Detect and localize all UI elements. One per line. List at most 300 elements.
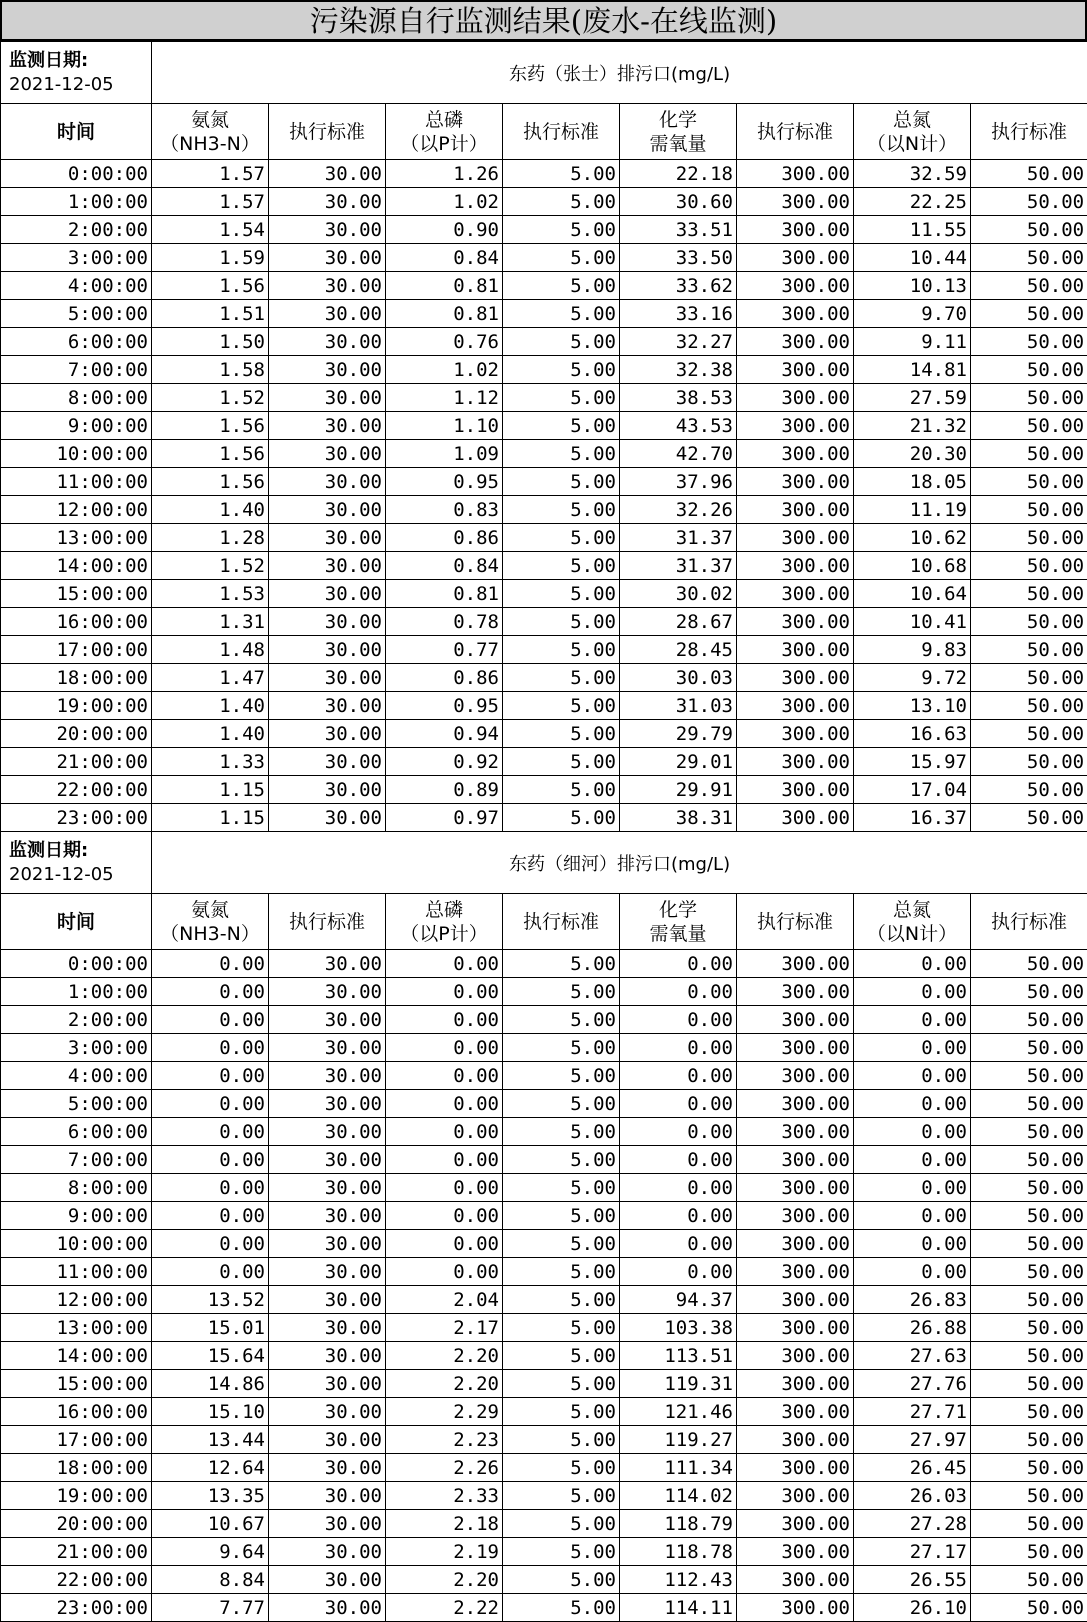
cell-nitrogen-standard: 50.00 (971, 1594, 1087, 1622)
cell-ammonia-nitrogen: 0.00 (152, 1006, 269, 1034)
cell-cod-standard: 300.00 (737, 412, 854, 440)
cell-cod: 103.38 (620, 1314, 737, 1342)
table-row (1, 244, 1087, 272)
cell-nitrogen-standard: 50.00 (971, 1538, 1087, 1566)
cell-total-phosphorus: 2.04 (386, 1286, 503, 1314)
cell-time: 19:00:00 (1, 692, 152, 720)
cell-phosphorus-standard: 5.00 (503, 1286, 620, 1314)
header-line: 总氮 (854, 108, 970, 132)
table-row (1, 216, 1087, 244)
cell-time: 18:00:00 (1, 1454, 152, 1482)
cell-cod-standard: 300.00 (737, 356, 854, 384)
cell-total-phosphorus: 0.00 (386, 1230, 503, 1258)
cell-ammonia-standard: 30.00 (269, 1566, 386, 1594)
cell-phosphorus-standard: 5.00 (503, 1594, 620, 1622)
cell-phosphorus-standard: 5.00 (503, 1482, 620, 1510)
cell-nitrogen-standard: 50.00 (971, 552, 1087, 580)
cell-nitrogen-standard: 50.00 (971, 272, 1087, 300)
table-row (1, 1090, 1087, 1118)
cell-total-nitrogen: 0.00 (854, 1090, 971, 1118)
header-line: 执行标准 (269, 120, 385, 144)
cell-ammonia-standard: 30.00 (269, 1286, 386, 1314)
cell-cod-standard: 300.00 (737, 300, 854, 328)
cell-cod-standard: 300.00 (737, 580, 854, 608)
cell-ammonia-standard: 30.00 (269, 608, 386, 636)
header-line: 执行标准 (503, 120, 619, 144)
table-row (1, 1370, 1087, 1398)
cell-ammonia-standard: 30.00 (269, 776, 386, 804)
cell-nitrogen-standard: 50.00 (971, 1426, 1087, 1454)
cell-phosphorus-standard: 5.00 (503, 1342, 620, 1370)
cell-time: 19:00:00 (1, 1482, 152, 1510)
cell-total-phosphorus: 0.86 (386, 664, 503, 692)
cell-time: 4:00:00 (1, 1062, 152, 1090)
cell-cod-standard: 300.00 (737, 636, 854, 664)
cell-ammonia-standard: 30.00 (269, 1314, 386, 1342)
cell-total-nitrogen: 10.64 (854, 580, 971, 608)
cell-total-phosphorus: 0.00 (386, 1034, 503, 1062)
cell-phosphorus-standard: 5.00 (503, 776, 620, 804)
cell-phosphorus-standard: 5.00 (503, 216, 620, 244)
cell-ammonia-standard: 30.00 (269, 188, 386, 216)
table-row (1, 1118, 1087, 1146)
cell-total-phosphorus: 0.00 (386, 1202, 503, 1230)
table-row (1, 1202, 1087, 1230)
cell-nitrogen-standard: 50.00 (971, 1118, 1087, 1146)
header-line: 时间 (1, 910, 151, 934)
cell-cod: 28.45 (620, 636, 737, 664)
cell-phosphorus-standard: 5.00 (503, 244, 620, 272)
cell-total-phosphorus: 0.92 (386, 748, 503, 776)
table-row (1, 748, 1087, 776)
cell-cod-standard: 300.00 (737, 384, 854, 412)
cell-total-phosphorus: 2.20 (386, 1566, 503, 1594)
cell-total-phosphorus: 2.33 (386, 1482, 503, 1510)
cell-ammonia-nitrogen: 1.15 (152, 776, 269, 804)
cell-ammonia-standard: 30.00 (269, 524, 386, 552)
cell-total-nitrogen: 26.88 (854, 1314, 971, 1342)
header-nitrogen-standard (971, 894, 1087, 950)
cell-nitrogen-standard: 50.00 (971, 1034, 1087, 1062)
cell-cod: 0.00 (620, 1230, 737, 1258)
cell-phosphorus-standard: 5.00 (503, 496, 620, 524)
cell-ammonia-nitrogen: 1.47 (152, 664, 269, 692)
cell-total-phosphorus: 0.77 (386, 636, 503, 664)
cell-time: 4:00:00 (1, 272, 152, 300)
cell-time: 16:00:00 (1, 1398, 152, 1426)
cell-phosphorus-standard: 5.00 (503, 384, 620, 412)
header-line: （以P计） (386, 132, 502, 156)
cell-total-phosphorus: 0.78 (386, 608, 503, 636)
cell-cod: 37.96 (620, 468, 737, 496)
table-row (1, 1230, 1087, 1258)
cell-ammonia-standard: 30.00 (269, 1426, 386, 1454)
cell-total-phosphorus: 0.86 (386, 524, 503, 552)
cell-phosphorus-standard: 5.00 (503, 300, 620, 328)
cell-total-nitrogen: 0.00 (854, 1230, 971, 1258)
table-row (1, 1454, 1087, 1482)
header-line: 总磷 (386, 108, 502, 132)
header-line: 执行标准 (269, 910, 385, 934)
cell-cod-standard: 300.00 (737, 692, 854, 720)
table-row (1, 160, 1087, 188)
table-row (1, 272, 1087, 300)
cell-total-phosphorus: 2.29 (386, 1398, 503, 1426)
cell-time: 21:00:00 (1, 748, 152, 776)
cell-phosphorus-standard: 5.00 (503, 1370, 620, 1398)
cell-total-nitrogen: 10.62 (854, 524, 971, 552)
cell-cod: 33.50 (620, 244, 737, 272)
cell-ammonia-standard: 30.00 (269, 1090, 386, 1118)
cell-phosphorus-standard: 5.00 (503, 1426, 620, 1454)
cell-time: 7:00:00 (1, 1146, 152, 1174)
table-row (1, 978, 1087, 1006)
table-row (1, 692, 1087, 720)
cell-time: 12:00:00 (1, 1286, 152, 1314)
cell-cod: 119.31 (620, 1370, 737, 1398)
cell-total-phosphorus: 0.81 (386, 300, 503, 328)
cell-cod: 0.00 (620, 1202, 737, 1230)
table-row (1, 636, 1087, 664)
cell-time: 18:00:00 (1, 664, 152, 692)
cell-cod: 33.62 (620, 272, 737, 300)
table-row (1, 1174, 1087, 1202)
cell-cod-standard: 300.00 (737, 1314, 854, 1342)
cell-cod-standard: 300.00 (737, 1258, 854, 1286)
cell-cod: 29.01 (620, 748, 737, 776)
cell-ammonia-nitrogen: 15.64 (152, 1342, 269, 1370)
cell-ammonia-nitrogen: 15.10 (152, 1398, 269, 1426)
cell-cod-standard: 300.00 (737, 804, 854, 832)
cell-phosphorus-standard: 5.00 (503, 1118, 620, 1146)
cell-total-phosphorus: 0.95 (386, 468, 503, 496)
cell-total-nitrogen: 27.63 (854, 1342, 971, 1370)
cell-cod-standard: 300.00 (737, 950, 854, 978)
table-row (1, 1034, 1087, 1062)
section-info-row (1, 832, 1087, 894)
cell-ammonia-standard: 30.00 (269, 216, 386, 244)
cell-cod-standard: 300.00 (737, 664, 854, 692)
cell-time: 5:00:00 (1, 300, 152, 328)
cell-total-phosphorus: 2.26 (386, 1454, 503, 1482)
cell-nitrogen-standard: 50.00 (971, 776, 1087, 804)
header-line: 化学 (620, 108, 736, 132)
cell-ammonia-standard: 30.00 (269, 496, 386, 524)
cell-nitrogen-standard: 50.00 (971, 1258, 1087, 1286)
cell-total-phosphorus: 0.00 (386, 1006, 503, 1034)
cell-phosphorus-standard: 5.00 (503, 664, 620, 692)
header-total-nitrogen (854, 894, 971, 950)
cell-total-phosphorus: 0.84 (386, 244, 503, 272)
cell-cod: 42.70 (620, 440, 737, 468)
cell-cod: 0.00 (620, 1062, 737, 1090)
cell-nitrogen-standard: 50.00 (971, 748, 1087, 776)
section-info-row (1, 42, 1087, 104)
cell-cod-standard: 300.00 (737, 1566, 854, 1594)
cell-time: 2:00:00 (1, 1006, 152, 1034)
cell-time: 15:00:00 (1, 1370, 152, 1398)
table-row (1, 384, 1087, 412)
header-line: 执行标准 (737, 910, 853, 934)
cell-cod-standard: 300.00 (737, 244, 854, 272)
cell-ammonia-nitrogen: 1.57 (152, 160, 269, 188)
cell-ammonia-standard: 30.00 (269, 748, 386, 776)
cell-phosphorus-standard: 5.00 (503, 328, 620, 356)
table-row (1, 1566, 1087, 1594)
cell-ammonia-nitrogen: 1.54 (152, 216, 269, 244)
header-ammonia-standard (269, 104, 386, 160)
cell-total-nitrogen: 10.41 (854, 608, 971, 636)
header-line: 执行标准 (971, 910, 1087, 934)
cell-time: 11:00:00 (1, 1258, 152, 1286)
cell-time: 23:00:00 (1, 1594, 152, 1622)
cell-total-nitrogen: 9.83 (854, 636, 971, 664)
cell-time: 3:00:00 (1, 244, 152, 272)
cell-time: 15:00:00 (1, 580, 152, 608)
cell-nitrogen-standard: 50.00 (971, 1454, 1087, 1482)
cell-total-nitrogen: 20.30 (854, 440, 971, 468)
cell-cod: 33.16 (620, 300, 737, 328)
cell-total-phosphorus: 0.00 (386, 1090, 503, 1118)
cell-ammonia-standard: 30.00 (269, 1062, 386, 1090)
cell-ammonia-standard: 30.00 (269, 1034, 386, 1062)
header-line: 执行标准 (503, 910, 619, 934)
header-line: 氨氮 (152, 108, 268, 132)
cell-ammonia-nitrogen: 1.50 (152, 328, 269, 356)
cell-time: 13:00:00 (1, 1314, 152, 1342)
cell-cod-standard: 300.00 (737, 1006, 854, 1034)
monitoring-date-cell (1, 832, 152, 894)
header-line: 总磷 (386, 898, 502, 922)
cell-phosphorus-standard: 5.00 (503, 1314, 620, 1342)
cell-cod-standard: 300.00 (737, 978, 854, 1006)
column-header-row (1, 104, 1087, 160)
cell-time: 14:00:00 (1, 1342, 152, 1370)
cell-ammonia-nitrogen: 1.48 (152, 636, 269, 664)
cell-time: 20:00:00 (1, 720, 152, 748)
cell-phosphorus-standard: 5.00 (503, 272, 620, 300)
cell-total-nitrogen: 0.00 (854, 1006, 971, 1034)
cell-cod-standard: 300.00 (737, 1118, 854, 1146)
cell-cod-standard: 300.00 (737, 1510, 854, 1538)
cell-ammonia-standard: 30.00 (269, 1146, 386, 1174)
cell-cod: 30.03 (620, 664, 737, 692)
cell-nitrogen-standard: 50.00 (971, 1230, 1087, 1258)
cell-total-phosphorus: 1.02 (386, 188, 503, 216)
cell-phosphorus-standard: 5.00 (503, 1258, 620, 1286)
cell-cod: 30.60 (620, 188, 737, 216)
table-row (1, 356, 1087, 384)
cell-ammonia-standard: 30.00 (269, 1510, 386, 1538)
cell-ammonia-nitrogen: 1.40 (152, 496, 269, 524)
cell-phosphorus-standard: 5.00 (503, 1006, 620, 1034)
cell-ammonia-standard: 30.00 (269, 384, 386, 412)
table-row (1, 328, 1087, 356)
cell-cod-standard: 300.00 (737, 216, 854, 244)
cell-ammonia-nitrogen: 1.56 (152, 412, 269, 440)
cell-ammonia-nitrogen: 1.57 (152, 188, 269, 216)
cell-phosphorus-standard: 5.00 (503, 160, 620, 188)
table-row (1, 1146, 1087, 1174)
cell-phosphorus-standard: 5.00 (503, 440, 620, 468)
cell-nitrogen-standard: 50.00 (971, 188, 1087, 216)
cell-total-phosphorus: 0.81 (386, 272, 503, 300)
cell-cod-standard: 300.00 (737, 188, 854, 216)
cell-total-nitrogen: 9.70 (854, 300, 971, 328)
table-row (1, 496, 1087, 524)
cell-cod-standard: 300.00 (737, 1034, 854, 1062)
header-time (1, 104, 152, 160)
cell-ammonia-standard: 30.00 (269, 720, 386, 748)
table-row (1, 1398, 1087, 1426)
cell-nitrogen-standard: 50.00 (971, 216, 1087, 244)
cell-cod-standard: 300.00 (737, 1594, 854, 1622)
cell-phosphorus-standard: 5.00 (503, 1454, 620, 1482)
cell-ammonia-nitrogen: 8.84 (152, 1566, 269, 1594)
cell-phosphorus-standard: 5.00 (503, 804, 620, 832)
cell-ammonia-standard: 30.00 (269, 412, 386, 440)
cell-total-phosphorus: 0.95 (386, 692, 503, 720)
cell-total-phosphorus: 2.22 (386, 1594, 503, 1622)
cell-cod: 111.34 (620, 1454, 737, 1482)
table-row (1, 1538, 1087, 1566)
cell-cod-standard: 300.00 (737, 1482, 854, 1510)
cell-total-nitrogen: 0.00 (854, 950, 971, 978)
table-row (1, 412, 1087, 440)
cell-time: 13:00:00 (1, 524, 152, 552)
cell-cod: 119.27 (620, 1426, 737, 1454)
cell-time: 1:00:00 (1, 188, 152, 216)
cell-nitrogen-standard: 50.00 (971, 1566, 1087, 1594)
header-line: 需氧量 (620, 922, 736, 946)
cell-total-nitrogen: 27.97 (854, 1426, 971, 1454)
cell-cod-standard: 300.00 (737, 1286, 854, 1314)
cell-nitrogen-standard: 50.00 (971, 692, 1087, 720)
cell-time: 6:00:00 (1, 328, 152, 356)
cell-ammonia-nitrogen: 1.28 (152, 524, 269, 552)
cell-nitrogen-standard: 50.00 (971, 384, 1087, 412)
monitoring-date-label: 监测日期: (9, 49, 151, 73)
cell-nitrogen-standard: 50.00 (971, 160, 1087, 188)
cell-time: 12:00:00 (1, 496, 152, 524)
cell-cod: 31.37 (620, 524, 737, 552)
cell-nitrogen-standard: 50.00 (971, 804, 1087, 832)
cell-total-phosphorus: 0.00 (386, 950, 503, 978)
header-total-nitrogen (854, 104, 971, 160)
cell-phosphorus-standard: 5.00 (503, 978, 620, 1006)
cell-phosphorus-standard: 5.00 (503, 692, 620, 720)
cell-nitrogen-standard: 50.00 (971, 950, 1087, 978)
cell-phosphorus-standard: 5.00 (503, 636, 620, 664)
cell-cod: 113.51 (620, 1342, 737, 1370)
cell-ammonia-nitrogen: 13.35 (152, 1482, 269, 1510)
cell-total-nitrogen: 16.63 (854, 720, 971, 748)
cell-cod: 29.79 (620, 720, 737, 748)
table-row (1, 1594, 1087, 1622)
cell-ammonia-nitrogen: 15.01 (152, 1314, 269, 1342)
cell-cod: 32.38 (620, 356, 737, 384)
cell-total-phosphorus: 2.18 (386, 1510, 503, 1538)
cell-total-nitrogen: 26.55 (854, 1566, 971, 1594)
cell-total-phosphorus: 0.89 (386, 776, 503, 804)
cell-ammonia-nitrogen: 0.00 (152, 978, 269, 1006)
cell-phosphorus-standard: 5.00 (503, 412, 620, 440)
cell-time: 20:00:00 (1, 1510, 152, 1538)
cell-ammonia-nitrogen: 13.52 (152, 1286, 269, 1314)
cell-total-nitrogen: 10.68 (854, 552, 971, 580)
cell-cod-standard: 300.00 (737, 468, 854, 496)
cell-phosphorus-standard: 5.00 (503, 720, 620, 748)
cell-cod: 0.00 (620, 978, 737, 1006)
cell-cod-standard: 300.00 (737, 552, 854, 580)
cell-time: 21:00:00 (1, 1538, 152, 1566)
cell-cod: 0.00 (620, 950, 737, 978)
cell-ammonia-nitrogen: 1.59 (152, 244, 269, 272)
cell-total-phosphorus: 2.19 (386, 1538, 503, 1566)
cell-ammonia-standard: 30.00 (269, 552, 386, 580)
cell-ammonia-nitrogen: 14.86 (152, 1370, 269, 1398)
header-line: 执行标准 (737, 120, 853, 144)
cell-cod: 112.43 (620, 1566, 737, 1594)
cell-total-phosphorus: 0.94 (386, 720, 503, 748)
header-line: 时间 (1, 120, 151, 144)
cell-cod-standard: 300.00 (737, 1426, 854, 1454)
table-row (1, 1482, 1087, 1510)
cell-time: 0:00:00 (1, 950, 152, 978)
cell-total-nitrogen: 13.10 (854, 692, 971, 720)
cell-ammonia-nitrogen: 13.44 (152, 1426, 269, 1454)
cell-cod: 121.46 (620, 1398, 737, 1426)
cell-phosphorus-standard: 5.00 (503, 580, 620, 608)
cell-total-phosphorus: 2.23 (386, 1426, 503, 1454)
cell-cod: 31.37 (620, 552, 737, 580)
cell-cod-standard: 300.00 (737, 440, 854, 468)
cell-cod: 0.00 (620, 1258, 737, 1286)
header-line: （NH3-N） (152, 922, 268, 946)
cell-phosphorus-standard: 5.00 (503, 552, 620, 580)
cell-ammonia-standard: 30.00 (269, 328, 386, 356)
header-total-phosphorus (386, 894, 503, 950)
cell-nitrogen-standard: 50.00 (971, 1146, 1087, 1174)
cell-ammonia-standard: 30.00 (269, 978, 386, 1006)
header-ammonia-standard (269, 894, 386, 950)
cell-ammonia-standard: 30.00 (269, 1482, 386, 1510)
cell-phosphorus-standard: 5.00 (503, 1566, 620, 1594)
cell-phosphorus-standard: 5.00 (503, 1146, 620, 1174)
cell-ammonia-standard: 30.00 (269, 664, 386, 692)
cell-time: 17:00:00 (1, 1426, 152, 1454)
header-line: 总氮 (854, 898, 970, 922)
cell-ammonia-nitrogen: 0.00 (152, 1118, 269, 1146)
header-time (1, 894, 152, 950)
cell-total-phosphorus: 0.00 (386, 1062, 503, 1090)
cell-total-nitrogen: 27.76 (854, 1370, 971, 1398)
cell-ammonia-standard: 30.00 (269, 1258, 386, 1286)
table-row (1, 1314, 1087, 1342)
cell-ammonia-nitrogen: 1.56 (152, 272, 269, 300)
cell-nitrogen-standard: 50.00 (971, 244, 1087, 272)
header-phosphorus-standard (503, 104, 620, 160)
cell-nitrogen-standard: 50.00 (971, 580, 1087, 608)
cell-total-phosphorus: 1.10 (386, 412, 503, 440)
monitoring-date-value: 2021-12-05 (9, 73, 151, 97)
cell-cod: 32.27 (620, 328, 737, 356)
cell-ammonia-standard: 30.00 (269, 950, 386, 978)
cell-total-nitrogen: 16.37 (854, 804, 971, 832)
cell-ammonia-nitrogen: 10.67 (152, 1510, 269, 1538)
cell-cod-standard: 300.00 (737, 328, 854, 356)
cell-total-nitrogen: 0.00 (854, 1118, 971, 1146)
